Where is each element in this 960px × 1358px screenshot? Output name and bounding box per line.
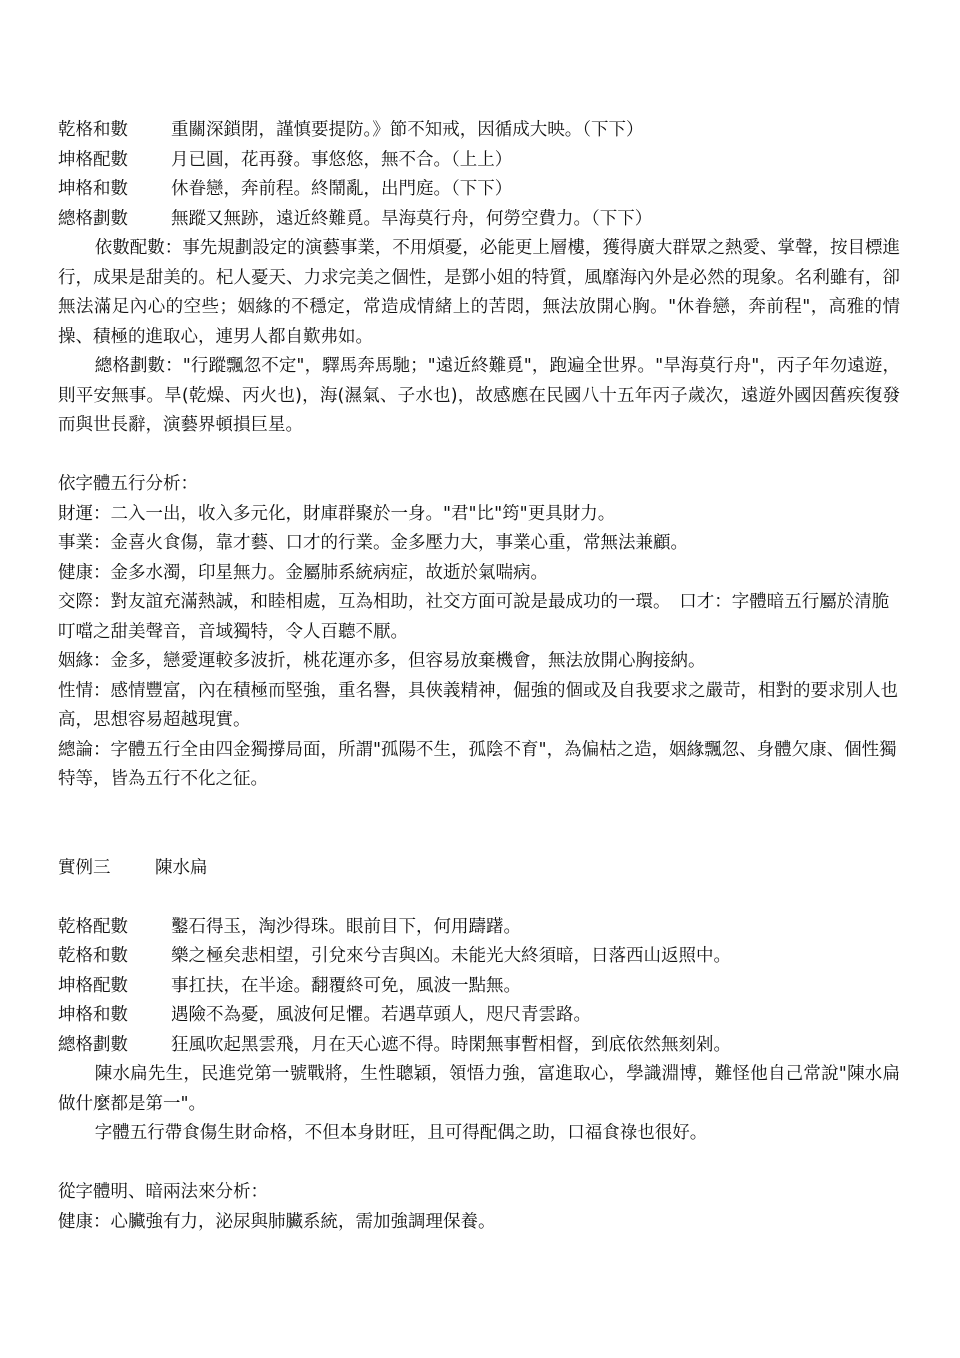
body-paragraph: 依數配數：事先規劃設定的演藝事業，不用煩憂，必能更上層樓，獲得廣大群眾之熱愛、掌聲，按目標進行，成果是甜美的。杞人憂天、力求完美之個性，是鄧小姐的特質，風靡海內外是必然的現象。名利雖有，卻無法滿足內心的空些；姻緣的不穩定，常造成情緒上的苦悶，無法放開心胸。"休眷戀，奔前程"，高雅的情操、積極的進取心，連男人都自歎弗如。 xyxy=(58,238,900,347)
body-paragraph: 總格劃數："行蹤飄忽不定"，驛馬奔馬馳；"遠近終難覓"，跑遍全世界。"旱海莫行舟"，丙子年勿遠遊，則平安無事。旱(乾燥、丙火也)，海(濕氣、子水也)，故感應在民國八十五年丙子歲次，遠遊外國因舊疾復發而與世長辭，演藝界頓損巨星。 xyxy=(58,356,900,435)
row-text: 月已圓，花再發。事悠悠，無不合。（上上） xyxy=(171,149,513,170)
document-page xyxy=(58,116,900,1237)
row-label: 坤格和數 xyxy=(58,1005,128,1025)
analysis-row xyxy=(58,913,900,943)
analysis-line: 健康：金多水濁，印星無力。金屬肺系統病症，故逝於氣喘病。 xyxy=(58,562,548,583)
analysis-line: 總論：字體五行全由四金獨撐局面，所謂"孤陽不生，孤陰不育"，為偏枯之造，姻緣飄忽、身體欠康、個性獨特等，皆為五行不化之征。 xyxy=(58,739,897,789)
number-analysis-block-1 xyxy=(58,116,900,441)
example-title xyxy=(58,854,900,884)
analysis-line: 健康：心臟強有力，泌尿與肺臟系統，需加強調理保養。 xyxy=(58,1211,496,1232)
row-label: 坤格和數 xyxy=(58,179,128,199)
analysis-line: 性情：感情豐富，內在積極而堅強，重名譽，具俠義精神，倔強的個或及自我要求之嚴苛，相對的要求別人也高，思想容易超越現實。 xyxy=(58,680,898,730)
row-text: 事扛扶，在半途。翻覆終可免，風波一點無。 xyxy=(171,975,521,996)
analysis-row xyxy=(58,205,900,235)
row-label: 坤格配數 xyxy=(58,149,128,170)
section-heading: 依字體五行分析： xyxy=(58,474,198,494)
row-label: 乾格和數 xyxy=(58,946,128,966)
example-name: 陳水扁 xyxy=(155,857,208,878)
row-label: 坤格配數 xyxy=(58,975,128,996)
row-text: 鑿石得玉，淘沙得珠。眼前目下，何用躊躇。 xyxy=(171,916,521,937)
row-label: 乾格配數 xyxy=(58,916,128,937)
row-text: 重關深鎖閉，謹慎要提防。》節不知戒，因循成大映。（下下） xyxy=(171,120,644,140)
analysis-line: 交際：對友誼充滿熱誠，和睦相處，互為相助，社交方面可說是最成功的一環。 口才：字體暗五行屬於清脆叮噹之甜美聲音，音域獨特，令人百聽不厭。 xyxy=(58,592,890,642)
analysis-row xyxy=(58,972,900,1002)
body-paragraph: 字體五行帶食傷生財命格，不但本身財旺，且可得配偶之助，口福食祿也很好。 xyxy=(94,1123,708,1143)
analysis-row xyxy=(58,1031,900,1061)
row-text: 無蹤又無跡，遠近終難覓。旱海莫行舟，何勞空費力。（下下） xyxy=(171,208,653,229)
analysis-row xyxy=(58,116,900,146)
row-text: 樂之極矣悲相望，引兌來兮吉與凶。未能光大終須暗，日落西山返照中。 xyxy=(171,946,731,966)
row-label: 總格劃數 xyxy=(58,208,128,229)
analysis-line: 財運：二入一出，收入多元化，財庫群聚於一身。"君"比"筠"更具財力。 xyxy=(58,503,616,524)
analysis-row xyxy=(58,942,900,972)
five-elements-analysis xyxy=(58,470,900,795)
section-heading: 從字體明、暗兩法來分析： xyxy=(58,1182,268,1202)
example-three-block xyxy=(58,854,900,1149)
row-text: 休眷戀，奔前程。終鬧亂，出門庭。（下下） xyxy=(171,179,513,199)
row-label: 總格劃數 xyxy=(58,1034,128,1055)
row-text: 遇險不為憂，風波何足懼。若遇草頭人，咫尺青雲路。 xyxy=(171,1005,591,1025)
example-label: 實例三 xyxy=(58,857,111,878)
analysis-row xyxy=(58,146,900,176)
analysis-row xyxy=(58,175,900,205)
analysis-row xyxy=(58,1001,900,1031)
bright-dark-analysis xyxy=(58,1178,900,1237)
body-paragraph: 陳水扁先生，民進党第一號戰將，生性聰穎，領悟力強，富進取心，學識淵博，難怪他自己常說"陳水扁做什麼都是第一"。 xyxy=(58,1064,900,1114)
analysis-line: 姻緣：金多，戀愛運較多波折，桃花運亦多，但容易放棄機會，無法放開心胸接納。 xyxy=(58,651,706,671)
row-text: 狂風吹起黑雲飛，月在天心遮不得。時閑無事暫相督，到底依然無刻剁。 xyxy=(171,1034,731,1055)
row-label: 乾格和數 xyxy=(58,120,128,140)
analysis-line: 事業：金喜火食傷，靠才藝、口才的行業。金多壓力大，事業心重，常無法兼顧。 xyxy=(58,533,688,553)
